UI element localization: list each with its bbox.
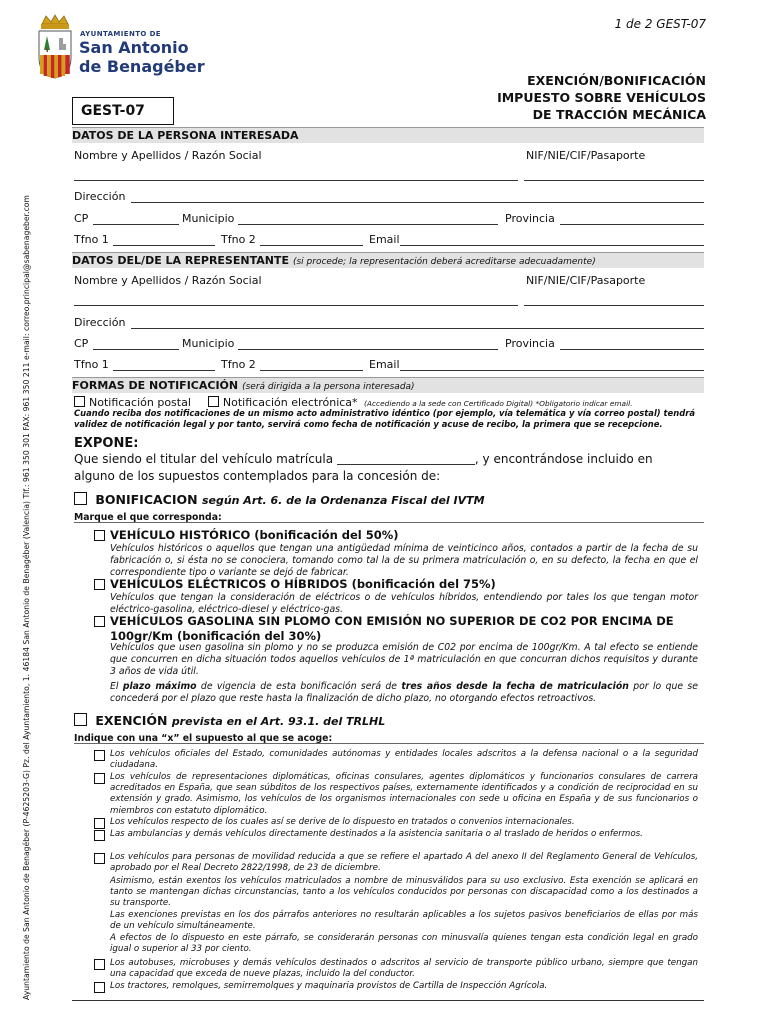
- option-electricos-title: VEHÍCULOS ELÉCTRICOS O HÍBRIDOS (bonificación del 75%): [110, 577, 496, 591]
- exencion-item-checkbox[interactable]: [94, 773, 105, 784]
- minusvalidos-paragraph-3: A efectos de lo dispuesto en este párrafo, se considerarán personas con minusvalía quienes tengan esta condición legal en grado igual o superior al 33 por ciento.: [110, 933, 698, 955]
- electronica-label: Notificación electrónica*: [222, 396, 358, 409]
- section-interesada-header: [72, 127, 704, 143]
- expone-title: EXPONE:: [74, 436, 139, 451]
- option-gasolina-title: VEHÍCULOS GASOLINA SIN PLOMO CON EMISIÓN NO SUPERIOR DE CO2 POR ENCIMA DE 100gr/Km (bonificación del 30%): [110, 614, 674, 643]
- section-note: (si procede; la representación deberá acreditarse adecuadamente): [292, 257, 596, 267]
- plazo-text-a: El: [110, 681, 123, 692]
- bonificacion-subtitle: según Art. 6. de la Ordenanza Fiscal del IVTM: [201, 494, 485, 507]
- representante-municipio-input[interactable]: [238, 349, 498, 350]
- provincia-label: Provincia: [505, 212, 555, 225]
- exencion-item-checkbox[interactable]: [94, 818, 105, 829]
- nif-label: NIF/NIE/CIF/Pasaporte: [526, 274, 646, 287]
- section-notificacion-header: [72, 377, 704, 393]
- section-representante-header: [72, 252, 704, 268]
- email-label: Email: [369, 358, 400, 371]
- plazo-text-e: por lo que se concederá por el plazo que reste hasta la finalización de dicho plazo, no otorgando efectos retroactivos.: [110, 681, 698, 705]
- electronica-note: (Accediendo a la sede con Certificado Digital) *Obligatorio indicar email.: [364, 399, 633, 408]
- exencion-item-checkbox[interactable]: [94, 853, 105, 864]
- cp-label: CP: [74, 212, 89, 225]
- exencion-item-checkbox[interactable]: [94, 750, 105, 761]
- plazo-note: [110, 681, 698, 705]
- electricos-checkbox[interactable]: [94, 579, 105, 590]
- option-historico-desc: Vehículos históricos o aquellos que tengan una antigüedad mínima de veinticinco años, contados a partir de la fecha de su fabricación o, si ésta no se conociera, tomando como tal la de su primera matriculación o, en su defecto, la fecha en que el correspondiente tipo o variante se dejó de fabricar.: [110, 543, 698, 579]
- representante-tfno1-input[interactable]: [113, 370, 215, 371]
- name-label: Nombre y Apellidos / Razón Social: [74, 274, 262, 287]
- plazo-text-d: tres años desde la fecha de matriculación: [401, 681, 629, 692]
- section-title: FORMAS DE NOTIFICACIÓN: [72, 379, 239, 392]
- exencion-item: Las ambulancias y demás vehículos directamente destinados a la asistencia sanitaria o al traslado de heridos o enfermos.: [110, 829, 643, 839]
- warning-line-1: Cuando reciba dos notificaciones de un mismo acto administrativo idéntico (por ejemplo, vía telemática y vía correo postal) tendrá: [74, 408, 695, 418]
- nif-label: NIF/NIE/CIF/Pasaporte: [526, 149, 646, 162]
- org-name-line2: de Benagéber: [79, 57, 205, 76]
- interesada-tfno1-input[interactable]: [113, 245, 215, 246]
- exencion-item: Los autobuses, microbuses y demás vehículos destinados o adscritos al servicio de transporte público urbano, siempre que tengan una capacidad que exceda de nueve plazas, incluido la del conductor.: [110, 958, 698, 980]
- divider: [74, 743, 704, 744]
- section-title: DATOS DEL/DE LA REPRESENTANTE: [72, 254, 289, 267]
- plazo-text-c: de vigencia de esta bonificación será de: [196, 681, 402, 692]
- exencion-item: Los vehículos de representaciones diplomáticas, oficinas consulares, agentes diplomáticos y funcionarios consulares de carrera acreditados en España, que sean súbditos de los respectivos países, externamente identificados y a condición de reciprocidad en su extensión y grado. Asimismo, los vehículos de los organismos internacionales con sede u oficina en España y de sus funcionarios o miembros con estatuto diplomático.: [110, 772, 698, 816]
- matricula-input[interactable]: [337, 452, 475, 465]
- email-label: Email: [369, 233, 400, 246]
- divider: [74, 522, 704, 523]
- exencion-title: EXENCIÓN: [95, 713, 168, 728]
- exencion-item: Los vehículos oficiales del Estado, comunidades autónomas y entidades locales adscritos a la defensa nacional o a la seguridad ciudadana.: [110, 749, 698, 771]
- exencion-item: Los vehículos respecto de los cuales así se derive de lo dispuesto en tratados o convenios internacionales.: [110, 817, 575, 827]
- bonificacion-checkbox[interactable]: [74, 492, 87, 505]
- interesada-provincia-input[interactable]: [560, 224, 704, 225]
- tfno2-label: Tfno 2: [221, 358, 256, 371]
- interesada-name-row: [74, 149, 704, 162]
- name-label: Nombre y Apellidos / Razón Social: [74, 149, 262, 162]
- representante-name-row: [74, 274, 704, 287]
- interesada-cp-input[interactable]: [93, 224, 179, 225]
- exencion-heading: [74, 713, 385, 728]
- interesada-tfno2-input[interactable]: [260, 245, 363, 246]
- provincia-label: Provincia: [505, 337, 555, 350]
- notificacion-warning: [74, 408, 714, 430]
- interesada-email-input[interactable]: [400, 245, 704, 246]
- exencion-item: Los vehículos para personas de movilidad reducida a que se refiere el apartado A del anexo II del Reglamento General de Vehículos, aprobado por el Real Decreto 2822/1998, de 23 de diciembre.: [110, 852, 698, 874]
- expone-text-line2: alguno de los supuestos contemplados para la concesión de:: [74, 469, 441, 483]
- warning-line-2: validez de notificación legal y por tanto, servirá como fecha de notificación y acuse de recibo, la primera que se recepcione.: [74, 419, 663, 429]
- minusvalidos-paragraph-2: Las exenciones previstas en los dos párrafos anteriores no resultarán aplicables a los sujetos pasivos beneficiarios de ellas por más de un vehículo simultáneamente.: [110, 910, 698, 932]
- representante-tfno2-input[interactable]: [260, 370, 363, 371]
- gasolina-checkbox[interactable]: [94, 616, 105, 627]
- direccion-label: Dirección: [74, 190, 126, 203]
- postal-checkbox[interactable]: [74, 396, 85, 407]
- document-title: [406, 72, 706, 123]
- page-number: 1 de 2 GEST-07: [614, 17, 706, 31]
- tfno1-label: Tfno 1: [74, 233, 109, 246]
- section-note: (será dirigida a la persona interesada): [242, 382, 415, 392]
- interesada-direccion-input[interactable]: [131, 202, 704, 203]
- title-line-3: DE TRACCIÓN MECÁNICA: [532, 107, 706, 122]
- tfno1-label: Tfno 1: [74, 358, 109, 371]
- bonificacion-instruction: Marque el que corresponda:: [74, 512, 222, 523]
- representante-direccion-input[interactable]: [131, 328, 704, 329]
- exencion-subtitle: prevista en el Art. 93.1. del TRLHL: [171, 715, 386, 728]
- plazo-text-b: plazo máximo: [122, 681, 197, 692]
- bonificacion-title: BONIFICACION: [95, 492, 198, 507]
- bottom-divider: [72, 1000, 704, 1001]
- org-prefix: AYUNTAMIENTO DE: [80, 30, 161, 38]
- exencion-instruction: Indique con una “x” el supuesto al que se acoge:: [74, 733, 333, 744]
- expone-text: [74, 451, 706, 485]
- exencion-item-checkbox[interactable]: [94, 982, 105, 993]
- cp-label: CP: [74, 337, 89, 350]
- sidebar-contact-info: Ayuntamiento de San Antonio de Benagéber (P-4625203-G) Pz. del Ayuntamiento, 1. 46184 San Antonio de Benagéber (Valencia) Tlf.: 961 350 301 FAX: 961 350 211 e-mail: correo.principal@sabenageber.com: [22, 195, 31, 1000]
- exencion-item-checkbox[interactable]: [94, 830, 105, 841]
- exencion-checkbox[interactable]: [74, 713, 87, 726]
- interesada-municipio-input[interactable]: [238, 224, 498, 225]
- exencion-item-checkbox[interactable]: [94, 959, 105, 970]
- option-historico-title: VEHÍCULO HISTÓRICO (bonificación del 50%): [110, 528, 399, 542]
- title-line-1: EXENCIÓN/BONIFICACIÓN: [527, 73, 706, 88]
- option-electricos-desc: Vehículos que tengan la consideración de eléctricos o de vehículos híbridos, entendiendo por tales los que tengan motor eléctrico-gasolina, eléctrico-diesel y eléctrico-gas.: [110, 592, 698, 616]
- title-line-2: IMPUESTO SOBRE VEHÍCULOS: [497, 90, 706, 105]
- bonificacion-heading: [74, 492, 485, 507]
- coat-of-arms-logo: [34, 14, 76, 80]
- postal-label: Notificación postal: [89, 396, 191, 409]
- historico-checkbox[interactable]: [94, 530, 105, 541]
- representante-email-input[interactable]: [400, 370, 704, 371]
- electronica-checkbox[interactable]: [208, 396, 219, 407]
- exencion-item: Los tractores, remolques, semirremolques y maquinaria provistos de Cartilla de Inspección Agrícola.: [110, 981, 548, 991]
- municipio-label: Municipio: [182, 212, 235, 225]
- expone-text-part1: Que siendo el titular del vehículo matrícula: [74, 452, 334, 466]
- expone-text-part2: , y encontrándose incluido en: [474, 452, 653, 466]
- option-gasolina-desc: Vehículos que usen gasolina sin plomo y no se produzca emisión de C02 por encima de 100gr/Km. A tal efecto se entiende que concurren en dicha situación todos aquellos vehículos de 1ª matriculación en que concurran dichos requisitos y durante 3 años de vida útil.: [110, 642, 698, 678]
- org-name-line1: San Antonio: [79, 38, 189, 57]
- form-code: GEST-07: [72, 97, 174, 125]
- direccion-label: Dirección: [74, 316, 126, 329]
- interesada-nif-input[interactable]: [524, 180, 704, 181]
- representante-provincia-input[interactable]: [560, 349, 704, 350]
- interesada-name-input[interactable]: [74, 180, 518, 181]
- tfno2-label: Tfno 2: [221, 233, 256, 246]
- minusvalidos-paragraph-1: Asimismo, están exentos los vehículos matriculados a nombre de minusválidos para su uso exclusivo. Esta exención se aplicará en tanto se mantengan dichas circunstancias, tanto a los vehículos conducidos por personas con discapacidad como a los destinados a su transporte.: [110, 876, 698, 909]
- municipio-label: Municipio: [182, 337, 235, 350]
- representante-name-input[interactable]: [74, 305, 518, 306]
- representante-nif-input[interactable]: [524, 305, 704, 306]
- representante-cp-input[interactable]: [93, 349, 179, 350]
- section-title: DATOS DE LA PERSONA INTERESADA: [72, 129, 299, 142]
